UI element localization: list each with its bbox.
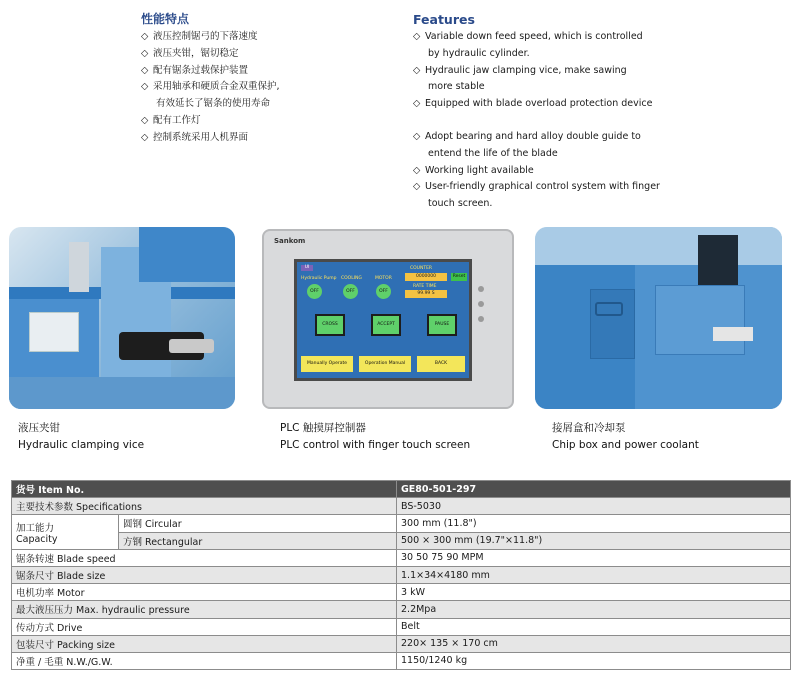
row-value: 220× 135 × 170 cm — [397, 635, 791, 652]
lamp-cooling[interactable]: OFF — [343, 284, 358, 299]
caption-plc — [280, 420, 470, 454]
features-en-item: ◇ Adopt bearing and hard alloy double guide to — [413, 129, 660, 146]
row-value: 3 kW — [397, 584, 791, 601]
indicator-led — [478, 316, 484, 322]
caption-en: Chip box and power coolant — [552, 439, 699, 451]
diamond-icon: ◇ — [141, 81, 149, 93]
counter-value: 0000000 — [405, 273, 447, 281]
accept-button[interactable]: ACCEPT — [371, 314, 401, 336]
lamp-label: Hydraulic Pump — [301, 276, 337, 281]
rect-label: 方钢 Rectangular — [119, 532, 397, 549]
row-label: 锯条尺寸 Blade size — [12, 566, 397, 583]
features-cn-list — [141, 29, 280, 147]
plc-panel-photo — [262, 229, 514, 409]
caption-chip-box — [552, 420, 699, 454]
diamond-icon: ◇ — [413, 130, 421, 142]
features-en-item: entend the life of the blade — [428, 147, 558, 159]
panel-brand: Sankom — [274, 237, 306, 245]
table-row — [12, 498, 791, 515]
row-label: 传动方式 Drive — [12, 618, 397, 635]
diamond-icon: ◇ — [413, 64, 421, 76]
caption-cn: PLC 触摸屏控制器 — [280, 422, 366, 434]
table-row — [12, 584, 791, 601]
capacity-label: 加工能力 Capacity — [12, 515, 119, 549]
diamond-icon: ◇ — [141, 47, 149, 59]
features-en-item: more stable — [428, 81, 485, 93]
spacer — [413, 113, 660, 129]
row-label: 最大液压压力 Max. hydraulic pressure — [12, 601, 397, 618]
hydraulic-vice-photo — [9, 227, 235, 409]
caption-cn: 接屑盒和冷却泵 — [552, 422, 626, 434]
row-value: 1.1×34×4180 mm — [397, 566, 791, 583]
diamond-icon: ◇ — [413, 164, 421, 176]
table-row — [12, 601, 791, 618]
table-row — [12, 549, 791, 566]
diamond-icon: ◇ — [141, 131, 149, 143]
features-cn-item: ◇ 液压控制锯弓的下落速度 — [141, 29, 280, 46]
reset-button[interactable]: Reset — [452, 274, 466, 279]
row-label: 净重 / 毛重 N.W./G.W. — [12, 652, 397, 669]
row-value: 30 50 75 90 MPM — [397, 549, 791, 566]
diamond-icon: ◇ — [141, 114, 149, 126]
features-en-item: ◇ Variable down feed speed, which is controlled — [413, 29, 660, 46]
circular-value: 300 mm (11.8") — [397, 515, 791, 532]
rate-label: RATE TIME — [413, 284, 437, 289]
features-en-item: touch screen. — [428, 198, 493, 210]
features-en-item: ◇ User-friendly graphical control system with finger — [413, 179, 660, 196]
features-en-item: ◇ Working light available — [413, 163, 660, 180]
lamp-hydraulic-pump[interactable]: OFF — [307, 284, 322, 299]
table-row — [12, 532, 791, 549]
diamond-icon: ◇ — [413, 31, 421, 42]
table-row — [12, 566, 791, 583]
caption-cn: 液压夹钳 — [18, 422, 60, 434]
diamond-icon: ◇ — [141, 31, 149, 42]
table-header-row — [12, 481, 791, 498]
row-value: 1150/1240 kg — [397, 652, 791, 669]
lamp-label: COOLING — [341, 276, 362, 281]
row-label: 电机功率 Motor — [12, 584, 397, 601]
lamp-motor[interactable]: OFF — [376, 284, 391, 299]
features-en-item: ◇ Equipped with blade overload protection device — [413, 96, 660, 113]
row-label: 包装尺寸 Packing size — [12, 635, 397, 652]
operation-manual-button[interactable]: Operation Manual — [359, 356, 411, 372]
table-row — [12, 515, 791, 532]
caption-en: Hydraulic clamping vice — [18, 439, 145, 451]
row-label: 锯条转速 Blade speed — [12, 549, 397, 566]
lamp-label: MOTOR — [375, 276, 392, 281]
caption-en: PLC control with finger touch screen — [280, 439, 471, 451]
features-cn-item: ◇ 控制系统采用人机界面 — [141, 130, 280, 147]
back-button[interactable]: BACK — [417, 356, 465, 372]
features-cn-item: 有效延长了锯条的使用寿命 — [156, 98, 271, 110]
indicator-led — [478, 301, 484, 307]
diamond-icon: ◇ — [413, 181, 421, 193]
features-cn-item: ◇ 液压夹钳，锯切稳定 — [141, 46, 280, 63]
features-cn-item: ◇ 采用轴承和硬质合金双重保护, — [141, 79, 280, 96]
row-value: Belt — [397, 618, 791, 635]
rate-value: 99.99 S — [405, 290, 447, 298]
chip-box-photo — [535, 227, 782, 409]
touch-screen — [294, 259, 472, 381]
diamond-icon: ◇ — [141, 64, 149, 76]
caption-vice — [18, 420, 144, 454]
spec-label: 主要技术参数 Specifications — [12, 498, 397, 515]
spec-value: BS-5030 — [397, 498, 791, 515]
circular-label: 圆钢 Circular — [119, 515, 397, 532]
spec-table — [11, 480, 791, 670]
cross-button[interactable]: CROSS — [315, 314, 345, 336]
features-en-title: Features — [413, 12, 475, 27]
row-value: 2.2Mpa — [397, 601, 791, 618]
manually-operate-button[interactable]: Manually Operate — [301, 356, 353, 372]
item-no-label: 货号 Item No. — [12, 481, 397, 498]
diamond-icon: ◇ — [413, 98, 421, 110]
features-en-list — [413, 29, 660, 213]
features-cn-title: 性能特点 — [141, 12, 190, 26]
rect-value: 500 × 300 mm (19.7"×11.8") — [397, 532, 791, 549]
panel-header: UI — [301, 265, 313, 271]
features-en-item: by hydraulic cylinder. — [428, 47, 530, 59]
features-en-item: ◇ Hydraulic jaw clamping vice, make sawing — [413, 63, 660, 80]
table-row — [12, 618, 791, 635]
pause-button[interactable]: PAUSE — [427, 314, 457, 336]
indicator-led — [478, 286, 484, 292]
features-cn-item: ◇ 配有锯条过载保护装置 — [141, 63, 280, 80]
item-no-value: GE80-501-297 — [397, 481, 791, 498]
table-row — [12, 635, 791, 652]
table-row — [12, 652, 791, 669]
features-cn-item: ◇ 配有工作灯 — [141, 113, 280, 130]
counter-label: COUNTER — [410, 266, 433, 271]
